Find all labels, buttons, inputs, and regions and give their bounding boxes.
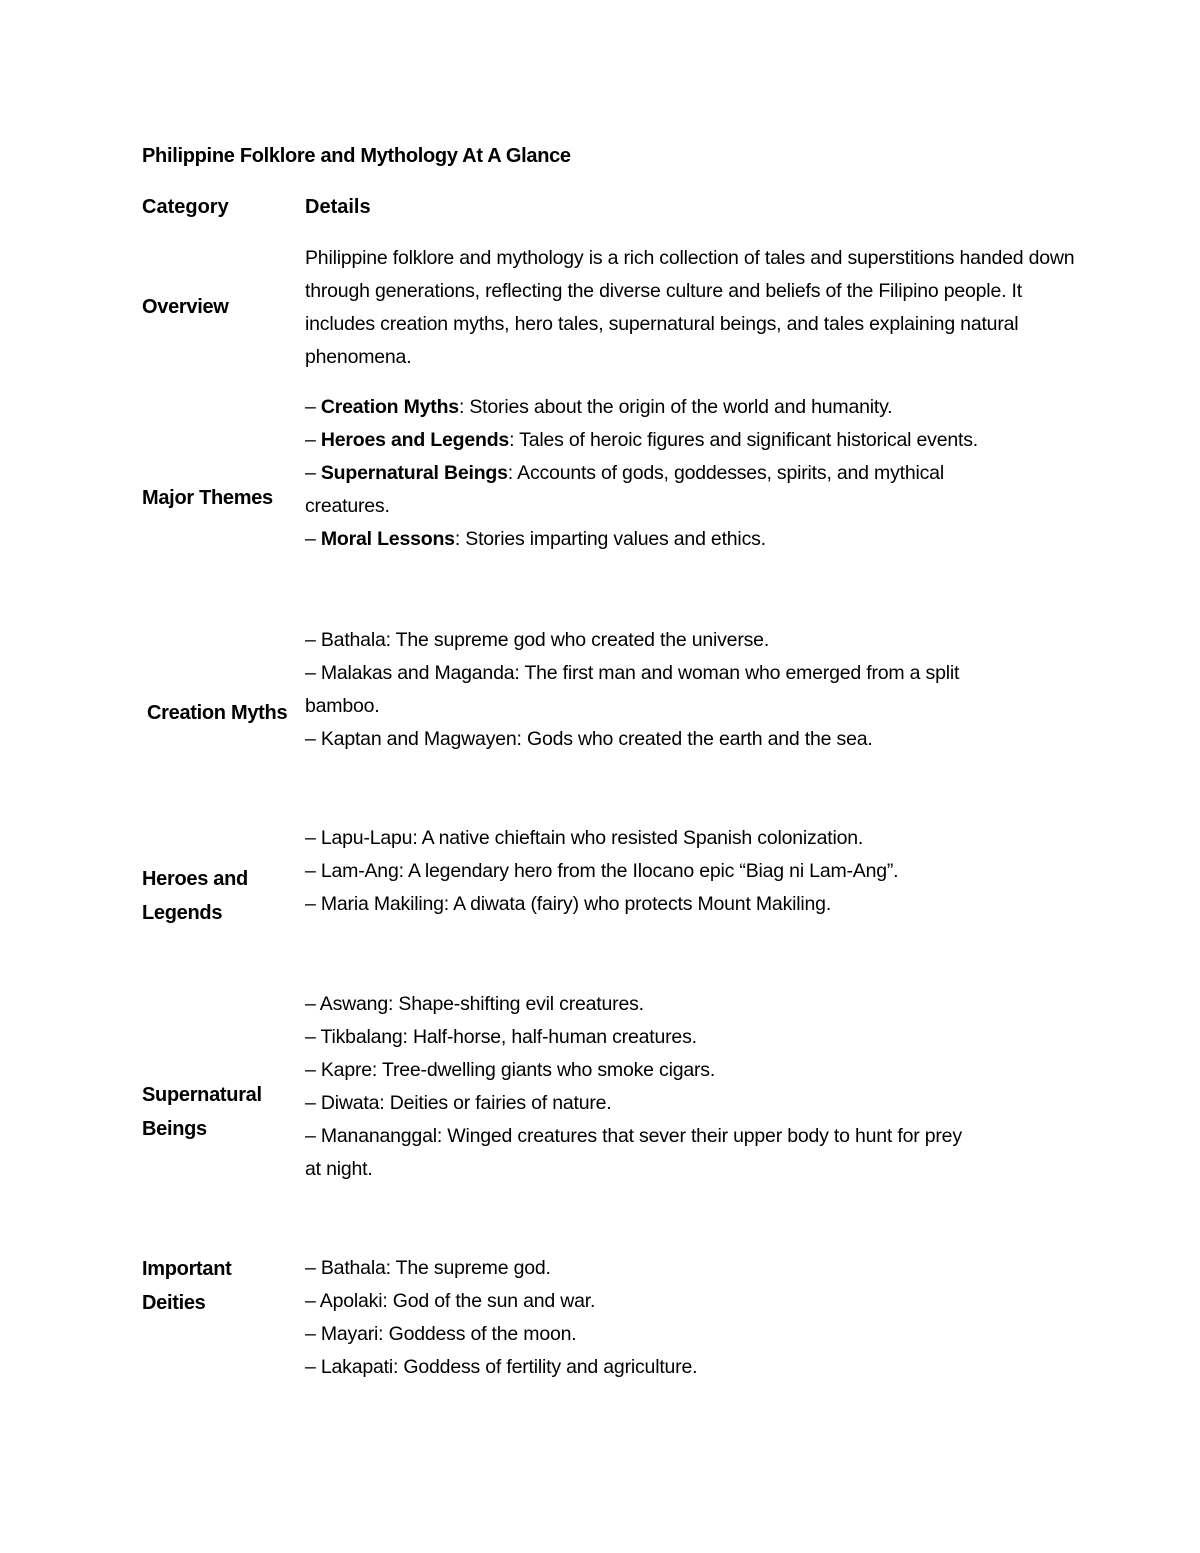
list-item: – Lapu-Lapu: A native chieftain who resisted Spanish colonization. bbox=[305, 827, 864, 849]
category-creation-myths: Creation Myths bbox=[147, 702, 288, 724]
category-overview: Overview bbox=[142, 296, 229, 318]
list-item: – Bathala: The supreme god who created the universe. bbox=[305, 629, 770, 651]
category-line: Heroes and bbox=[142, 868, 248, 890]
theme-item-continuation: creatures. bbox=[305, 495, 390, 517]
details-major-themes bbox=[305, 391, 1065, 556]
category-line: Important bbox=[142, 1258, 232, 1280]
details-supernatural-beings bbox=[305, 988, 1065, 1186]
category-line: Legends bbox=[142, 902, 223, 924]
category-line: Deities bbox=[142, 1292, 206, 1314]
list-item: – Lam-Ang: A legendary hero from the Ilocano epic “Biag ni Lam-Ang”. bbox=[305, 860, 899, 882]
theme-item: – Supernatural Beings: Accounts of gods, goddesses, spirits, and mythical bbox=[305, 462, 944, 484]
list-item: – Bathala: The supreme god. bbox=[305, 1257, 551, 1279]
page-title: Philippine Folklore and Mythology At A Glance bbox=[142, 145, 571, 167]
list-item: – Tikbalang: Half-horse, half-human creatures. bbox=[305, 1026, 697, 1048]
category-column-header: Category bbox=[142, 196, 229, 218]
category-heroes-and-legends bbox=[142, 862, 302, 930]
category-major-themes: Major Themes bbox=[142, 487, 273, 509]
details-heroes-and-legends bbox=[305, 822, 1065, 921]
category-supernatural-beings bbox=[142, 1078, 302, 1146]
list-item: bamboo. bbox=[305, 695, 380, 717]
list-item: – Lakapati: Goddess of fertility and agriculture. bbox=[305, 1356, 698, 1378]
overview-paragraph: Philippine folklore and mythology is a rich collection of tales and superstitions handed down through generations, reflecting the diverse culture and beliefs of the Filipino people. It includes creation myths, hero tales, supernatural beings, and tales explaining natural phenomena. bbox=[305, 247, 1075, 368]
category-line: Beings bbox=[142, 1118, 207, 1140]
details-creation-myths bbox=[305, 624, 1065, 756]
details-overview bbox=[305, 242, 1075, 374]
list-item: – Apolaki: God of the sun and war. bbox=[305, 1290, 596, 1312]
list-item: – Mayari: Goddess of the moon. bbox=[305, 1323, 577, 1345]
list-item: at night. bbox=[305, 1158, 373, 1180]
list-item: – Kaptan and Magwayen: Gods who created the earth and the sea. bbox=[305, 728, 873, 750]
category-important-deities bbox=[142, 1252, 302, 1320]
theme-item: – Creation Myths: Stories about the origin of the world and humanity. bbox=[305, 396, 893, 418]
details-column-header: Details bbox=[305, 196, 371, 218]
theme-item: – Moral Lessons: Stories imparting values and ethics. bbox=[305, 528, 766, 550]
list-item: – Diwata: Deities or fairies of nature. bbox=[305, 1092, 612, 1114]
category-line: Supernatural bbox=[142, 1084, 262, 1106]
list-item: – Maria Makiling: A diwata (fairy) who protects Mount Makiling. bbox=[305, 893, 832, 915]
list-item: – Manananggal: Winged creatures that sever their upper body to hunt for prey bbox=[305, 1125, 962, 1147]
details-important-deities bbox=[305, 1252, 1065, 1384]
list-item: – Aswang: Shape-shifting evil creatures. bbox=[305, 993, 644, 1015]
list-item: – Kapre: Tree-dwelling giants who smoke cigars. bbox=[305, 1059, 716, 1081]
list-item: – Malakas and Maganda: The first man and woman who emerged from a split bbox=[305, 662, 960, 684]
theme-item: – Heroes and Legends: Tales of heroic figures and significant historical events. bbox=[305, 429, 978, 451]
